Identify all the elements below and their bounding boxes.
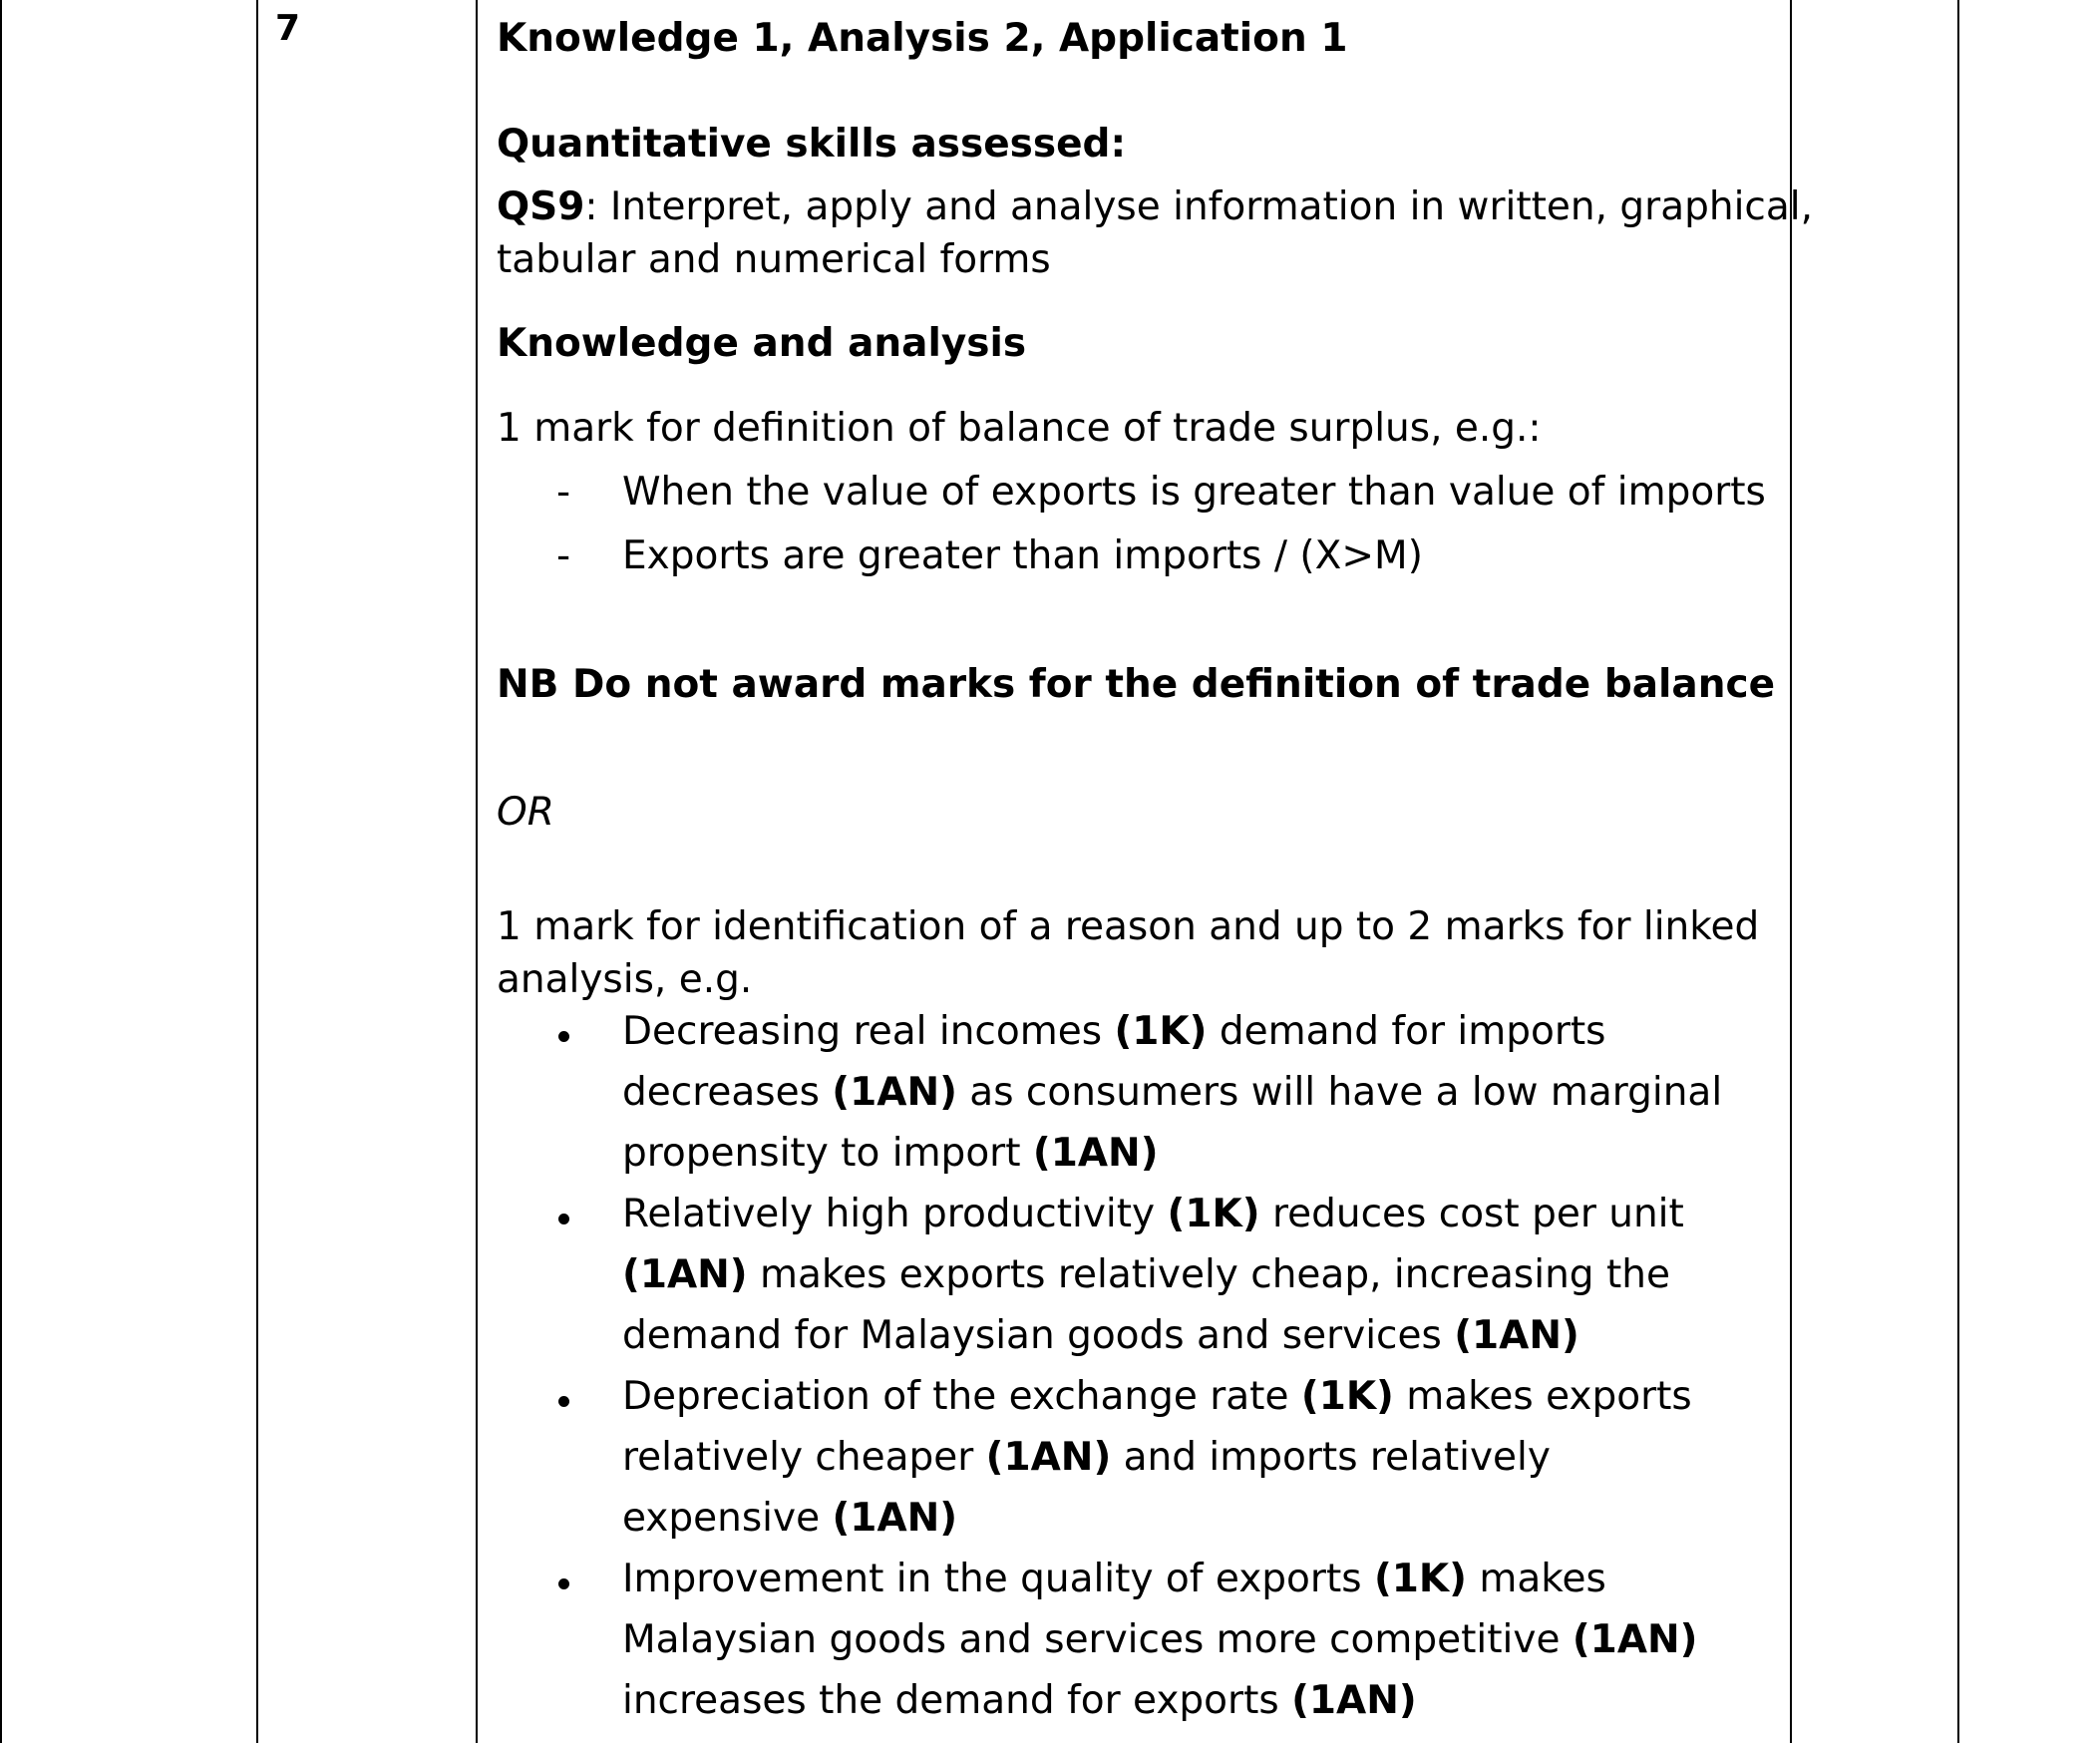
reason-text: Depreciation of the exchange rate (1K) makes exports relatively cheaper (1AN) and imports relatively expensive (1AN): [622, 1374, 1692, 1541]
dash-marker: -: [556, 470, 571, 515]
marks-heading: Knowledge 1, Analysis 2, Application 1: [497, 16, 1348, 61]
qs-description-1: : Interpret, apply and analyse information in written, graphical,: [584, 184, 1813, 229]
question-number: 7: [275, 8, 301, 49]
knowledge-analysis-heading: Knowledge and analysis: [497, 321, 1027, 366]
dash-marker: -: [556, 533, 571, 578]
bullet-icon: [552, 1572, 576, 1596]
nb-note: NB Do not award marks for the definition of trade balance: [497, 662, 1776, 707]
definition-intro: 1 mark for definition of balance of trade surplus, e.g.:: [497, 406, 1542, 451]
reason-intro-1: 1 mark for identification of a reason and up to 2 marks for linked: [497, 904, 1760, 949]
reason-text: Relatively high productivity (1K) reduces cost per unit (1AN) makes exports relatively cheap, increasing the demand for Malaysian goods and services (1AN): [622, 1192, 1684, 1358]
definition-item: [497, 529, 1783, 582]
qs-code: QS9: [497, 184, 585, 229]
table-border-marks-column: [1957, 0, 1959, 1743]
table-border-guidance-column: [1790, 0, 1792, 1743]
table-border-answer-column: [476, 0, 478, 1743]
qs-description-2: tabular and numerical forms: [497, 237, 1051, 282]
definition-item-text: Exports are greater than imports / (X>M): [622, 533, 1423, 578]
bullet-icon: [552, 1390, 576, 1414]
reason-text: Improvement in the quality of exports (1K) makes Malaysian goods and services more competitive (1AN) increases the demand for exports (1AN): [622, 1557, 1698, 1723]
table-border-left: [0, 0, 2, 1743]
bullet-icon: [552, 1208, 576, 1231]
table-border-number-column: [256, 0, 258, 1743]
or-label: OR: [497, 790, 554, 835]
bullet-icon: [552, 1025, 576, 1049]
reason-text: Decreasing real incomes (1K) demand for imports decreases (1AN) as consumers will have a low marginal propensity to import (1AN): [622, 1009, 1723, 1176]
definition-item: [497, 466, 1783, 519]
quantitative-skills-heading: Quantitative skills assessed:: [497, 122, 1127, 167]
definition-item-text: When the value of exports is greater than value of imports: [622, 470, 1766, 515]
reason-intro-2: analysis, e.g.: [497, 957, 753, 1002]
qs-line-1: [497, 180, 1813, 233]
